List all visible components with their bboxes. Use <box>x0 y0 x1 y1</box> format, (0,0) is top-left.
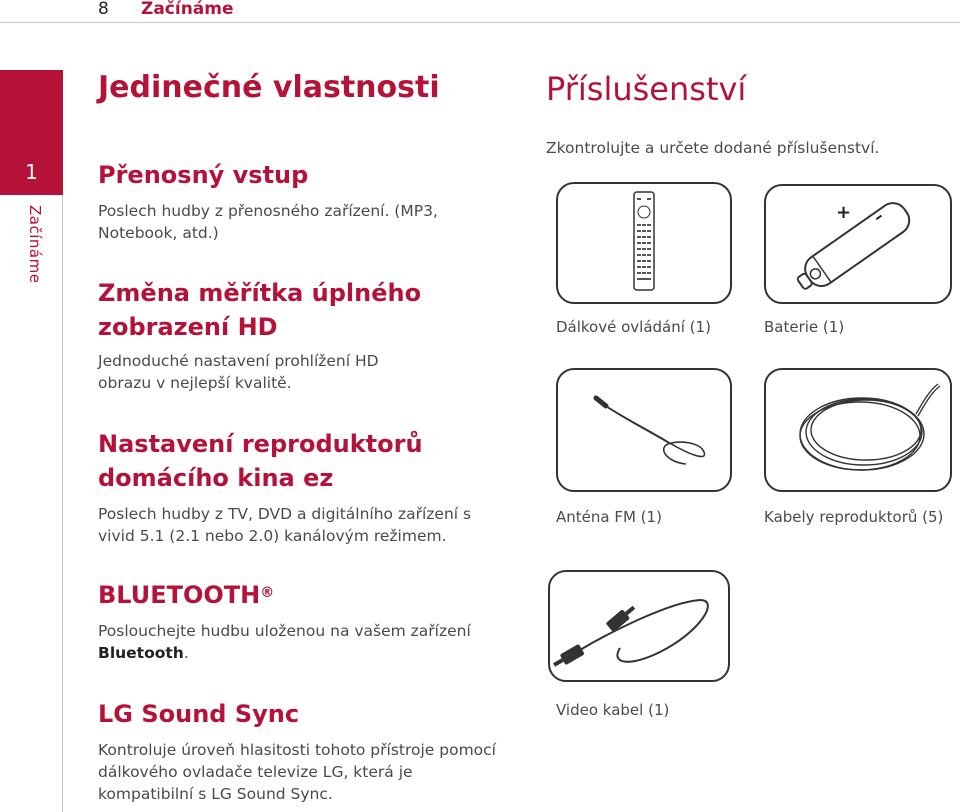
header-section-title: Začínáme <box>141 0 234 19</box>
remote-control-box <box>556 182 732 304</box>
feature-lg-sound-sync <box>98 697 498 805</box>
chapter-number: 1 <box>25 160 38 184</box>
battery-label: Baterie (1) <box>764 318 845 336</box>
fm-antenna-label: Anténa FM (1) <box>556 508 662 526</box>
features-title: Jedinečné vlastnosti <box>98 70 440 105</box>
accessories-title: Příslušenství <box>546 70 747 108</box>
header-divider <box>0 22 960 23</box>
video-cable-box <box>548 570 730 682</box>
feature-text: Poslouchejte hudbu uloženou na vašem zařízení <box>98 622 471 640</box>
feature-bluetooth <box>98 578 498 664</box>
fm-antenna-icon <box>558 370 730 490</box>
features-column <box>98 70 498 105</box>
feature-heading: LG Sound Sync <box>98 700 300 728</box>
feature-heading: Přenosný vstup <box>98 161 309 189</box>
chapter-label: Začínáme <box>26 205 44 284</box>
speaker-cable-label: Kabely reproduktorů (5) <box>764 508 944 526</box>
feature-text: Jednoduché nastavení prohlížení HD obrazu v nejlepší kvalitě. <box>98 352 379 392</box>
feature-portable <box>98 158 488 244</box>
feature-heading: BLUETOOTH <box>98 581 261 609</box>
feature-heading: Nastavení reproduktorů domácího kina ez <box>98 430 423 492</box>
fm-antenna-box <box>556 368 732 492</box>
feature-text-end: . <box>183 644 189 662</box>
remote-control-label: Dálkové ovládání (1) <box>556 318 711 336</box>
speaker-cable-icon <box>766 370 950 490</box>
remote-control-icon <box>558 184 730 302</box>
feature-text: Poslech hudby z přenosného zařízení. (MP3, Notebook, atd.) <box>98 202 438 242</box>
bluetooth-bold: Bluetooth <box>98 644 184 662</box>
battery-icon <box>766 186 950 302</box>
side-divider <box>62 195 63 812</box>
feature-hd-upscaling <box>98 276 428 394</box>
feature-text: Poslech hudby z TV, DVD a digitálního zařízení s vivid 5.1 (2.1 nebo 2.0) kanálovým režimem. <box>98 505 472 545</box>
video-cable-icon <box>550 572 728 680</box>
registered-mark: ® <box>260 585 275 601</box>
speaker-cable-box <box>764 368 952 492</box>
page-number: 8 <box>98 0 109 19</box>
video-cable-label: Video kabel (1) <box>556 701 670 719</box>
feature-text: Kontroluje úroveň hlasitosti tohoto přístroje pomocí dálkového ovladače televize LG, která je kompatibilní s LG Sound Sync. <box>98 741 496 803</box>
feature-heading: Změna měřítka úplného zobrazení HD <box>98 279 422 341</box>
accessories-intro-wrap <box>546 137 946 159</box>
battery-box <box>764 184 952 304</box>
accessories-intro: Zkontrolujte a určete dodané příslušenství. <box>546 139 880 157</box>
chapter-tab <box>0 70 63 195</box>
svg-text:–: – <box>869 206 888 227</box>
page-header <box>0 0 960 22</box>
svg-text:+: + <box>836 202 852 223</box>
accessories-column <box>546 70 926 108</box>
feature-speaker-setup <box>98 427 488 547</box>
